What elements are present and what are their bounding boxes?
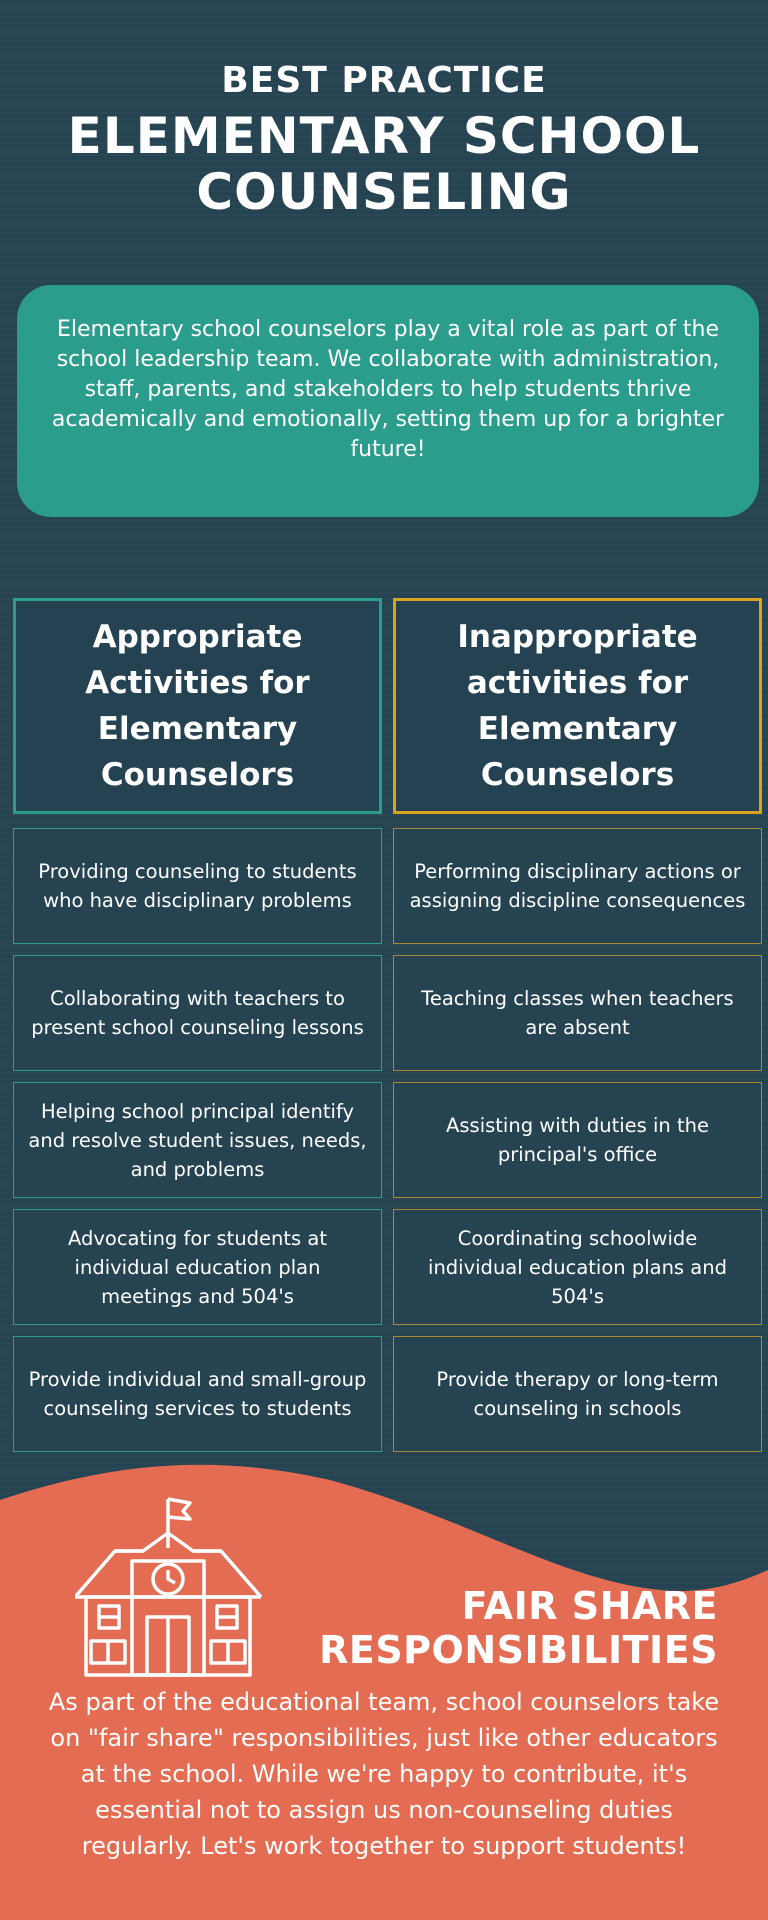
appropriate-item-5: Provide individual and small-group counseling services to students: [13, 1336, 382, 1452]
appropriate-item-3: Helping school principal identify and resolve student issues, needs, and problems: [13, 1082, 382, 1198]
school-building-icon: [75, 1493, 265, 1678]
fair-share-text: As part of the educational team, school counselors take on "fair share" responsibilities, just like other educators at the school. While we're happy to contribute, it's essential not to assign us non-counseling duties regularly. Let's work together to support students!: [48, 1688, 720, 1860]
inappropriate-item-2: Teaching classes when teachers are absent: [393, 955, 762, 1071]
page-title-line1: ELEMENTARY SCHOOL: [67, 107, 701, 165]
appropriate-column-header: [13, 598, 382, 814]
fair-share-title: [319, 1584, 718, 1672]
inappropriate-item-1: Performing disciplinary actions or assigning discipline consequences: [393, 828, 762, 944]
appropriate-item-2: Collaborating with teachers to present school counseling lessons: [13, 955, 382, 1071]
inappropriate-item-3: Assisting with duties in the principal's office: [393, 1082, 762, 1198]
inappropriate-item-5: Provide therapy or long-term counseling in schools: [393, 1336, 762, 1452]
fair-share-title-line2: RESPONSIBILITIES: [319, 1628, 718, 1672]
inappropriate-column-title: Inappropriate activities for Elementary Counselors: [457, 619, 698, 793]
header: [0, 60, 768, 220]
fair-share-title-line1: FAIR SHARE: [461, 1584, 718, 1628]
inappropriate-column-header: [393, 598, 762, 814]
inappropriate-item-4: Coordinating schoolwide individual education plans and 504's: [393, 1209, 762, 1325]
appropriate-item-4: Advocating for students at individual education plan meetings and 504's: [13, 1209, 382, 1325]
page-title-line2: COUNSELING: [196, 163, 572, 221]
intro-box: Elementary school counselors play a vital role as part of the school leadership team. We collaborate with administration, staff, parents, and stakeholders to help students thrive academically and emotionally, setting them up for a brighter future!: [17, 285, 759, 517]
appropriate-item-1: Providing counseling to students who have disciplinary problems: [13, 828, 382, 944]
appropriate-column-title: Appropriate Activities for Elementary Counselors: [85, 619, 310, 793]
subtitle: BEST PRACTICE: [221, 60, 547, 101]
